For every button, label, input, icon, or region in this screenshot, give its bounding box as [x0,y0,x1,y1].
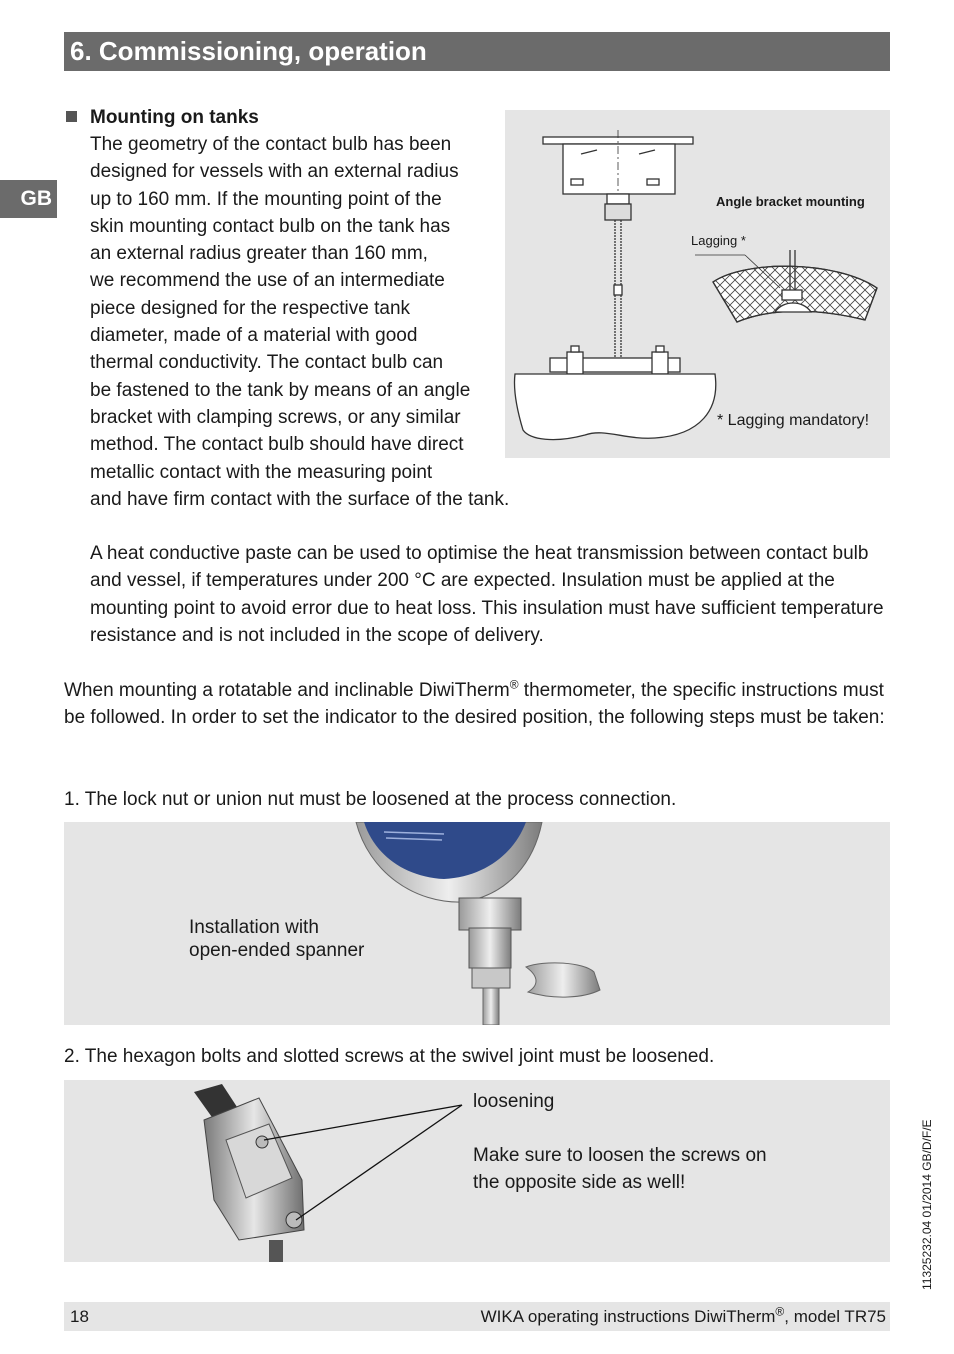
footer-registered-mark: ® [775,1304,785,1319]
loosening-label: loosening [473,1091,555,1112]
section-title: 6. Commissioning, operation [64,32,890,71]
spanner-caption [189,916,364,962]
intro-paragraph [64,677,890,732]
paste-paragraph: A heat conductive paste can be used to optimise the heat transmission between contact bulb and vessel, if temperatures under 200 °C are expected. Insulation must be applied at the mounting point to avoid error due to heat loss. This insulation must have sufficient temperature resistance and is not included in the scope of delivery. [90,543,884,646]
footer-title-before: WIKA operating instructions DiwiTherm [480,1307,776,1326]
thermometer-spanner-image [64,822,890,1025]
mounting-diagram [505,110,890,458]
intro-text-after: thermometer, the specific instructions must be followed. In order to set the indicator to the desired position, the following steps must be taken: [64,680,885,729]
loosening-note-line-1: Make sure to loosen the screws on [473,1145,767,1166]
swivel-photo-panel [64,1080,890,1262]
step-2: 2. The hexagon bolts and slotted screws at the swivel joint must be loosened. [64,1046,715,1067]
spanner-caption-line-2: open-ended spanner [189,940,365,961]
spanner-photo-panel [64,822,890,1025]
bullet-square-icon [66,111,77,122]
spanner-caption-line-1: Installation with [189,917,319,938]
bracket-label: Angle bracket mounting [716,194,865,209]
loosening-note-line-2: the opposite side as well! [473,1172,686,1193]
loosening-note [473,1142,767,1196]
step-1: 1. The lock nut or union nut must be loosened at the process connection. [64,789,677,810]
page-number: 18 [70,1307,89,1326]
footer-title [481,1302,886,1331]
intro-text-before: When mounting a rotatable and inclinable DiwiTherm [64,680,510,701]
contact-bulb-diagram [505,110,890,458]
footer-title-after: , model TR75 [784,1307,886,1326]
mounting-paragraph: The geometry of the contact bulb has been designed for vessels with an external radius up to 160 mm. If the mounting point of the skin mounting contact bulb on the tank has an external radius greater than 160 mm, we recommend the use of an intermediate piece designed for the respective tank diameter, made of a material with good thermal conductivity. The contact bulb can be fastened to the tank by means of an angle bracket with clamping screws, or any similar method. The contact bulb should have direct metallic contact with the measuring point and have firm contact with the surface of the tank. [90,134,510,510]
lagging-note: * Lagging mandatory! [717,412,870,429]
language-tab: GB [0,180,57,218]
mounting-heading: Mounting on tanks [90,107,259,128]
page-footer [64,1302,890,1331]
lagging-label: Lagging * [691,233,746,248]
document-code: 11325232.04 01/2014 GB/D/F/E [920,1119,934,1290]
registered-mark: ® [509,677,519,692]
